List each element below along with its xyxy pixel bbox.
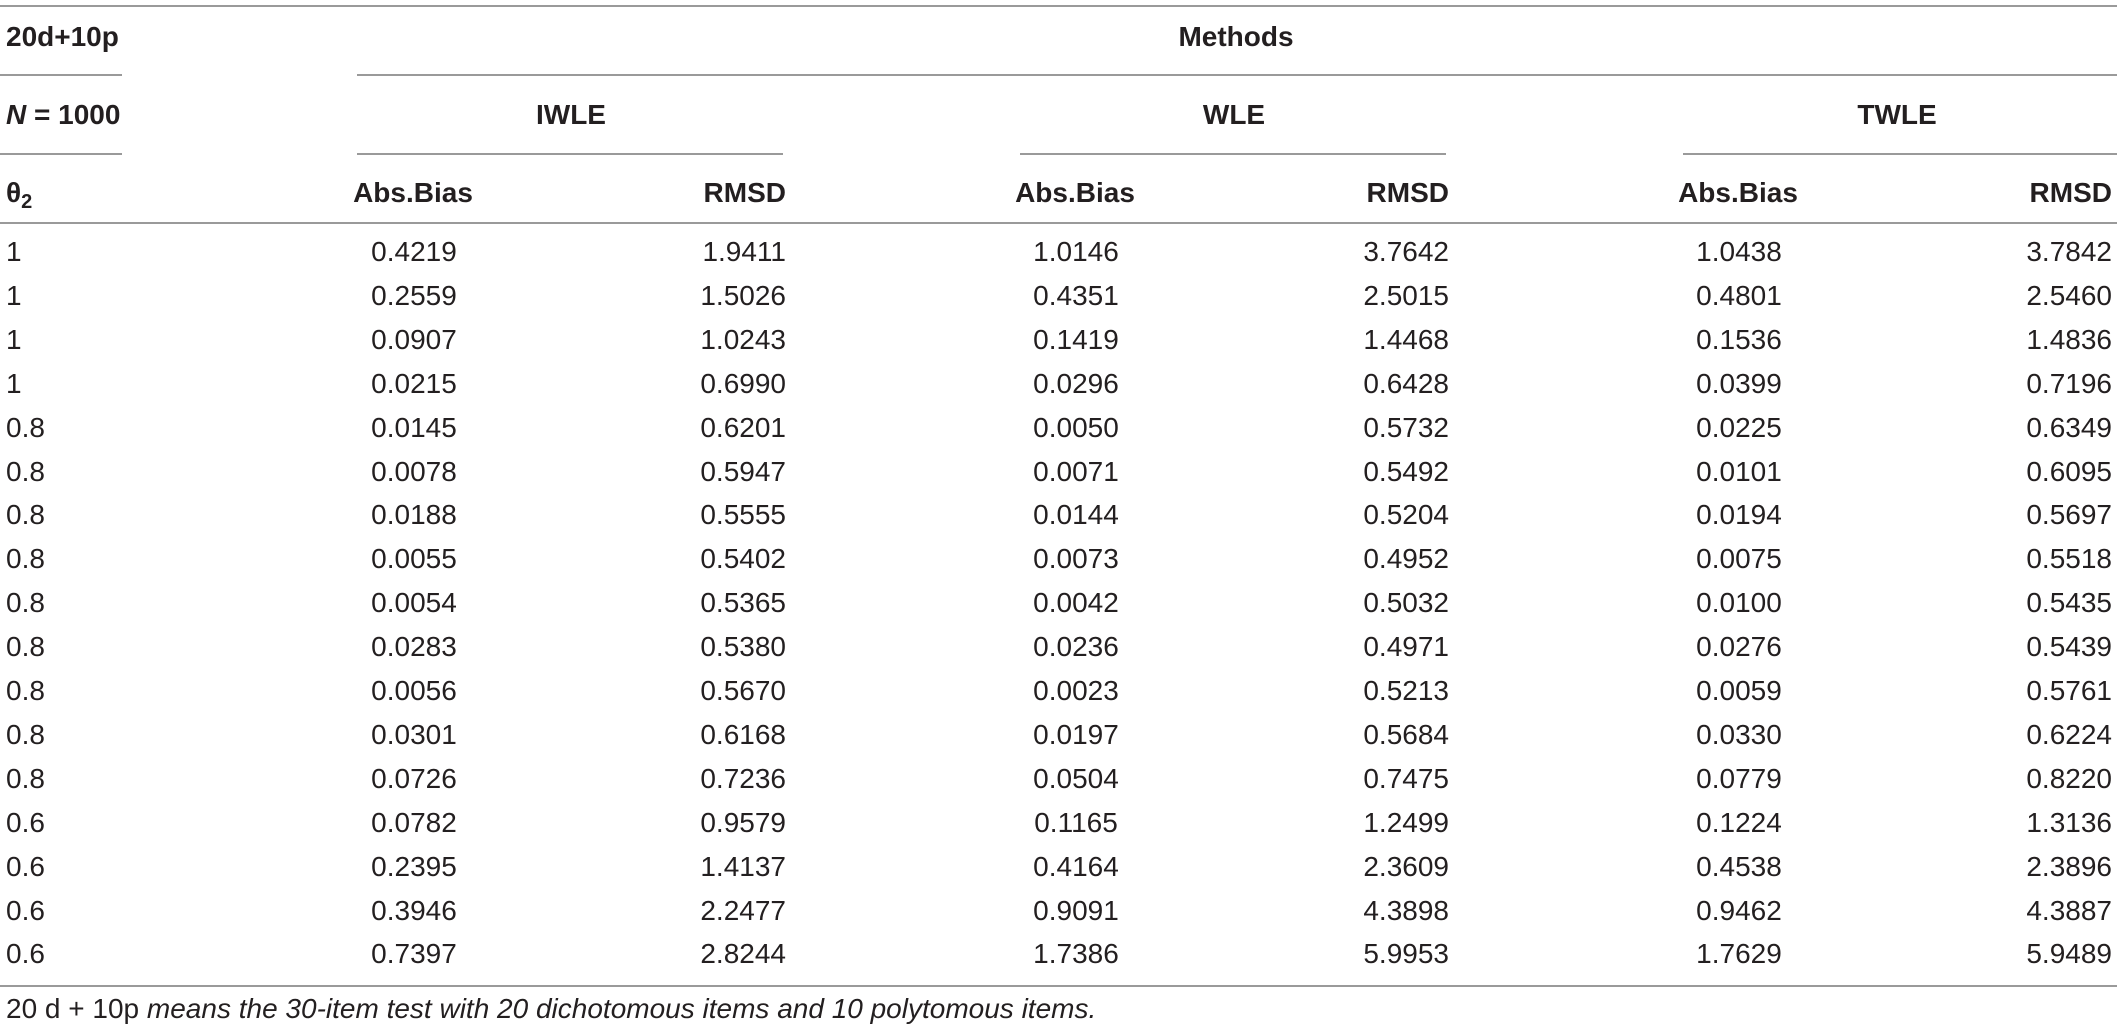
wle-rmsd-cell: 2.3609 xyxy=(1363,851,1449,882)
twle-rmsd-cell: 2.3896 xyxy=(2026,851,2112,882)
wle-underline xyxy=(1020,153,1446,155)
sample-size-value: = 1000 xyxy=(26,99,121,130)
table-footnote xyxy=(6,993,1096,1025)
wle-abs-bias-cell: 0.0042 xyxy=(1033,587,1119,618)
wle-abs-bias-cell: 0.4351 xyxy=(1033,280,1119,311)
iwle-abs-bias-cell: 0.0301 xyxy=(371,719,457,750)
theta-cell: 0.8 xyxy=(6,631,45,662)
twle-abs-bias-cell: 0.0100 xyxy=(1696,587,1782,618)
wle-abs-bias-cell: 0.1419 xyxy=(1033,324,1119,355)
wle-rmsd-cell: 0.5684 xyxy=(1363,719,1449,750)
twle-abs-bias-cell: 0.0225 xyxy=(1696,412,1782,443)
theta-cell: 0.8 xyxy=(6,587,45,618)
wle-abs-bias-cell: 0.0023 xyxy=(1033,675,1119,706)
theta-cell: 0.8 xyxy=(6,675,45,706)
theta-cell: 0.8 xyxy=(6,412,45,443)
wle-rmsd-cell: 3.7642 xyxy=(1363,236,1449,267)
twle-rmsd-cell: 2.5460 xyxy=(2026,280,2112,311)
iwle-abs-bias-cell: 0.0215 xyxy=(371,368,457,399)
theta-cell: 1 xyxy=(6,280,22,311)
iwle-rmsd-cell: 2.8244 xyxy=(700,938,786,969)
wle-abs-bias-cell: 0.0296 xyxy=(1033,368,1119,399)
iwle-abs-bias-cell: 0.0188 xyxy=(371,499,457,530)
iwle-rmsd-cell: 0.5670 xyxy=(700,675,786,706)
iwle-rmsd-cell: 0.5555 xyxy=(700,499,786,530)
iwle-abs-bias-cell: 0.0078 xyxy=(371,456,457,487)
iwle-rmsd-cell: 0.5402 xyxy=(700,543,786,574)
iwle-rmsd-cell: 1.0243 xyxy=(700,324,786,355)
twle-rmsd-cell: 0.6349 xyxy=(2026,412,2112,443)
twle-abs-bias-cell: 0.0101 xyxy=(1696,456,1782,487)
iwle-rmsd-cell: 0.6201 xyxy=(700,412,786,443)
design-label: 20d+10p xyxy=(6,21,119,52)
twle-abs-bias-cell: 0.4538 xyxy=(1696,851,1782,882)
wle-abs-bias-cell: 0.0504 xyxy=(1033,763,1119,794)
wle-rmsd-cell: 0.5213 xyxy=(1363,675,1449,706)
twle-abs-bias-cell: 0.0276 xyxy=(1696,631,1782,662)
iwle-rmsd-cell: 0.5947 xyxy=(700,456,786,487)
twle-abs-bias-cell: 1.0438 xyxy=(1696,236,1782,267)
iwle-rmsd-header: RMSD xyxy=(703,177,786,208)
wle-abs-bias-cell: 0.1165 xyxy=(1034,807,1118,838)
wle-rmsd-cell: 0.4952 xyxy=(1363,543,1449,574)
methods-underline xyxy=(357,74,2117,76)
twle-rmsd-header: RMSD xyxy=(2029,177,2112,208)
wle-rmsd-cell: 0.5732 xyxy=(1363,412,1449,443)
iwle-rmsd-cell: 1.4137 xyxy=(700,851,786,882)
twle-abs-bias-cell: 0.1536 xyxy=(1696,324,1782,355)
theta-header xyxy=(6,177,32,218)
theta-cell: 0.6 xyxy=(6,938,45,969)
wle-rmsd-cell: 0.5032 xyxy=(1363,587,1449,618)
wle-abs-bias-cell: 1.0146 xyxy=(1033,236,1119,267)
iwle-rmsd-cell: 1.5026 xyxy=(700,280,786,311)
theta-cell: 0.6 xyxy=(6,851,45,882)
wle-rmsd-header: RMSD xyxy=(1366,177,1449,208)
theta-subscript: 2 xyxy=(21,191,33,213)
iwle-abs-bias-cell: 0.0907 xyxy=(371,324,457,355)
theta-cell: 0.8 xyxy=(6,499,45,530)
twle-abs-bias-cell: 0.4801 xyxy=(1696,280,1782,311)
twle-abs-bias-cell: 0.9462 xyxy=(1696,895,1782,926)
wle-rmsd-cell: 1.4468 xyxy=(1363,324,1449,355)
iwle-abs-bias-cell: 0.7397 xyxy=(371,938,457,969)
wle-abs-bias-cell: 0.0071 xyxy=(1033,456,1119,487)
theta-cell: 1 xyxy=(6,324,22,355)
twle-abs-bias-cell: 0.0399 xyxy=(1696,368,1782,399)
wle-rmsd-cell: 0.5492 xyxy=(1363,456,1449,487)
twle-rmsd-cell: 0.8220 xyxy=(2026,763,2112,794)
iwle-abs-bias-cell: 0.0145 xyxy=(371,412,457,443)
n-underline xyxy=(0,153,122,155)
sample-size-label xyxy=(6,99,120,131)
twle-rmsd-cell: 4.3887 xyxy=(2026,895,2112,926)
theta-cell: 0.8 xyxy=(6,456,45,487)
twle-rmsd-cell: 0.5439 xyxy=(2026,631,2112,662)
theta-cell: 0.8 xyxy=(6,763,45,794)
wle-abs-bias-header: Abs.Bias xyxy=(1015,177,1135,208)
iwle-abs-bias-cell: 0.2395 xyxy=(371,851,457,882)
twle-rmsd-cell: 0.6224 xyxy=(2026,719,2112,750)
group-twle: TWLE xyxy=(1857,99,1937,130)
iwle-rmsd-cell: 0.5380 xyxy=(700,631,786,662)
wle-abs-bias-cell: 0.0073 xyxy=(1033,543,1119,574)
twle-abs-bias-cell: 0.0194 xyxy=(1696,499,1782,530)
wle-abs-bias-cell: 0.0197 xyxy=(1033,719,1119,750)
wle-abs-bias-cell: 0.0050 xyxy=(1033,412,1119,443)
twle-abs-bias-cell: 0.0075 xyxy=(1696,543,1782,574)
iwle-abs-bias-cell: 0.0782 xyxy=(371,807,457,838)
theta-cell: 0.6 xyxy=(6,895,45,926)
iwle-rmsd-cell: 2.2477 xyxy=(700,895,786,926)
iwle-rmsd-cell: 0.7236 xyxy=(700,763,786,794)
twle-underline xyxy=(1683,153,2117,155)
table-bottom-rule xyxy=(0,985,2117,987)
twle-abs-bias-cell: 1.7629 xyxy=(1696,938,1782,969)
iwle-rmsd-cell: 0.6990 xyxy=(700,368,786,399)
wle-rmsd-cell: 5.9953 xyxy=(1363,938,1449,969)
group-wle: WLE xyxy=(1202,99,1266,130)
twle-rmsd-cell: 0.5435 xyxy=(2026,587,2112,618)
iwle-rmsd-cell: 1.9411 xyxy=(702,236,786,267)
theta-cell: 1 xyxy=(6,368,22,399)
iwle-abs-bias-cell: 0.0283 xyxy=(371,631,457,662)
footnote-text: means the 30-item test with 20 dichotomous items and 10 polytomous items. xyxy=(139,993,1097,1024)
iwle-abs-bias-cell: 0.0055 xyxy=(371,543,457,574)
twle-abs-bias-cell: 0.1224 xyxy=(1696,807,1782,838)
twle-rmsd-cell: 0.5761 xyxy=(2026,675,2112,706)
sample-size-symbol: N xyxy=(6,99,27,130)
wle-abs-bias-cell: 0.0144 xyxy=(1033,499,1119,530)
wle-abs-bias-cell: 0.0236 xyxy=(1033,631,1119,662)
twle-abs-bias-header: Abs.Bias xyxy=(1678,177,1798,208)
theta-symbol: θ xyxy=(6,177,22,208)
iwle-abs-bias-cell: 0.0056 xyxy=(371,675,457,706)
twle-rmsd-cell: 0.5697 xyxy=(2026,499,2112,530)
twle-rmsd-cell: 0.7196 xyxy=(2026,368,2112,399)
twle-rmsd-cell: 0.6095 xyxy=(2026,456,2112,487)
wle-rmsd-cell: 2.5015 xyxy=(1363,280,1449,311)
methods-label: Methods xyxy=(1178,21,1294,52)
theta-cell: 0.6 xyxy=(6,807,45,838)
iwle-abs-bias-cell: 0.3946 xyxy=(371,895,457,926)
twle-rmsd-cell: 1.3136 xyxy=(2026,807,2112,838)
iwle-abs-bias-cell: 0.0054 xyxy=(371,587,457,618)
twle-rmsd-cell: 0.5518 xyxy=(2026,543,2112,574)
twle-abs-bias-cell: 0.0779 xyxy=(1696,763,1782,794)
twle-rmsd-cell: 5.9489 xyxy=(2026,938,2112,969)
iwle-abs-bias-cell: 0.0726 xyxy=(371,763,457,794)
iwle-rmsd-cell: 0.5365 xyxy=(700,587,786,618)
footnote-lead: 20 d + 10p xyxy=(6,993,140,1024)
wle-abs-bias-cell: 1.7386 xyxy=(1033,938,1119,969)
header-bottom-rule xyxy=(0,222,2117,224)
wle-rmsd-cell: 0.6428 xyxy=(1363,368,1449,399)
iwle-rmsd-cell: 0.9579 xyxy=(700,807,786,838)
iwle-rmsd-cell: 0.6168 xyxy=(700,719,786,750)
theta-cell: 1 xyxy=(6,236,22,267)
twle-abs-bias-cell: 0.0059 xyxy=(1696,675,1782,706)
wle-rmsd-cell: 0.4971 xyxy=(1363,631,1449,662)
twle-abs-bias-cell: 0.0330 xyxy=(1696,719,1782,750)
wle-abs-bias-cell: 0.9091 xyxy=(1033,895,1119,926)
wle-rmsd-cell: 0.5204 xyxy=(1363,499,1449,530)
wle-abs-bias-cell: 0.4164 xyxy=(1033,851,1119,882)
iwle-abs-bias-header: Abs.Bias xyxy=(353,177,473,208)
group-iwle: IWLE xyxy=(536,99,606,130)
design-underline xyxy=(0,74,122,76)
iwle-abs-bias-cell: 0.2559 xyxy=(371,280,457,311)
wle-rmsd-cell: 4.3898 xyxy=(1363,895,1449,926)
theta-cell: 0.8 xyxy=(6,719,45,750)
wle-rmsd-cell: 1.2499 xyxy=(1363,807,1449,838)
twle-rmsd-cell: 1.4836 xyxy=(2026,324,2112,355)
theta-cell: 0.8 xyxy=(6,543,45,574)
iwle-abs-bias-cell: 0.4219 xyxy=(371,236,457,267)
twle-rmsd-cell: 3.7842 xyxy=(2026,236,2112,267)
top-rule xyxy=(0,5,2117,7)
iwle-underline xyxy=(357,153,783,155)
wle-rmsd-cell: 0.7475 xyxy=(1363,763,1449,794)
